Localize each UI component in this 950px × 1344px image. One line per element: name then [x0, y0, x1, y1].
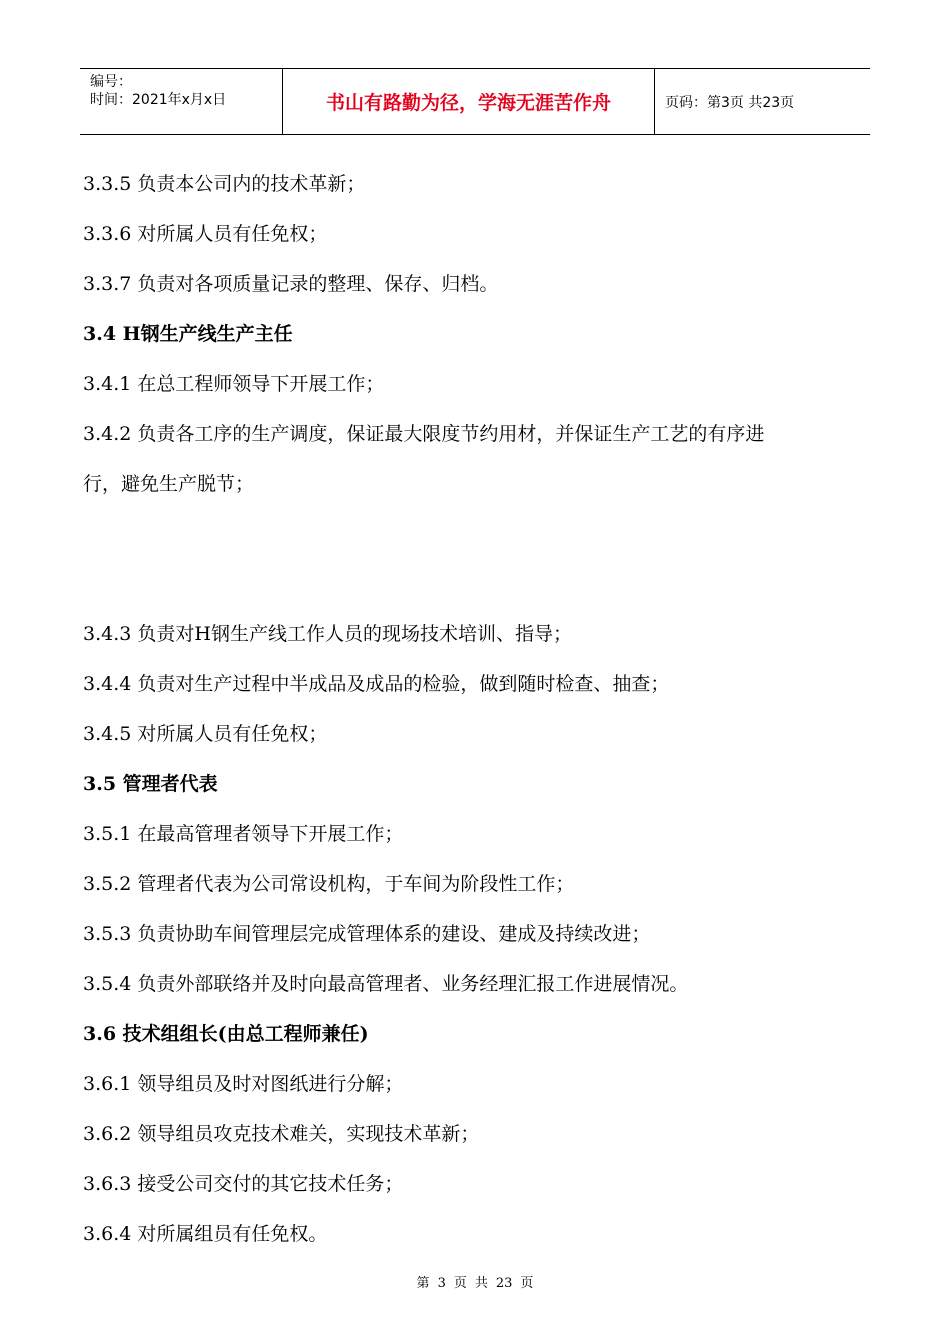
list-item: 3.6.3 接受公司交付的其它技术任务； [83, 1173, 404, 1195]
section-heading: 3.5 管理者代表 [83, 773, 218, 795]
document-date: 时间：2021年x月x日 [90, 92, 227, 108]
footer-prefix: 第 [416, 1276, 430, 1291]
header-motto: 书山有路勤为径，学海无涯苦作舟 [282, 69, 655, 134]
header-page-info: 页码：第3页 共23页 [665, 94, 795, 111]
list-item: 3.4.4 负责对生产过程中半成品及成品的检验，做到随时检查、抽查； [83, 673, 670, 695]
document-number-label: 编号： [90, 74, 132, 90]
footer-total-prefix: 共 [474, 1276, 488, 1291]
list-item: 3.3.5 负责本公司内的技术革新； [83, 173, 366, 195]
footer-total-pages: 23 [495, 1276, 513, 1291]
list-item-continuation: 行，避免生产脱节； [83, 473, 255, 495]
page-footer [0, 1272, 950, 1291]
list-item: 3.5.1 在最高管理者领导下开展工作； [83, 823, 404, 845]
list-item: 3.6.2 领导组员攻克技术难关，实现技术革新； [83, 1123, 480, 1145]
list-item: 3.4.1 在总工程师领导下开展工作； [83, 373, 385, 395]
list-item: 3.4.5 对所属人员有任免权； [83, 723, 328, 745]
list-item: 3.5.4 负责外部联络并及时向最高管理者、业务经理汇报工作进展情况。 [83, 973, 689, 995]
footer-suffix: 页 [520, 1276, 534, 1291]
footer-page-unit: 页 [453, 1276, 467, 1291]
list-item: 3.3.6 对所属人员有任免权； [83, 223, 328, 245]
header-meta [80, 69, 282, 134]
list-item: 3.6.1 领导组员及时对图纸进行分解； [83, 1073, 404, 1095]
list-item: 3.4.2 负责各工序的生产调度，保证最大限度节约用材，并保证生产工艺的有序进 [83, 423, 765, 445]
page-header [80, 68, 870, 135]
footer-page-number: 3 [437, 1276, 446, 1291]
section-heading: 3.6 技术组组长(由总工程师兼任) [83, 1023, 369, 1045]
list-item: 3.3.7 负责对各项质量记录的整理、保存、归档。 [83, 273, 499, 295]
section-heading: 3.4 H钢生产线生产主任 [83, 323, 293, 345]
list-item: 3.5.3 负责协助车间管理层完成管理体系的建设、建成及持续改进； [83, 923, 651, 945]
list-item: 3.5.2 管理者代表为公司常设机构，于车间为阶段性工作； [83, 873, 575, 895]
list-item: 3.6.4 对所属组员有任免权。 [83, 1223, 328, 1245]
list-item: 3.4.3 负责对H钢生产线工作人员的现场技术培训、指导； [83, 623, 572, 645]
